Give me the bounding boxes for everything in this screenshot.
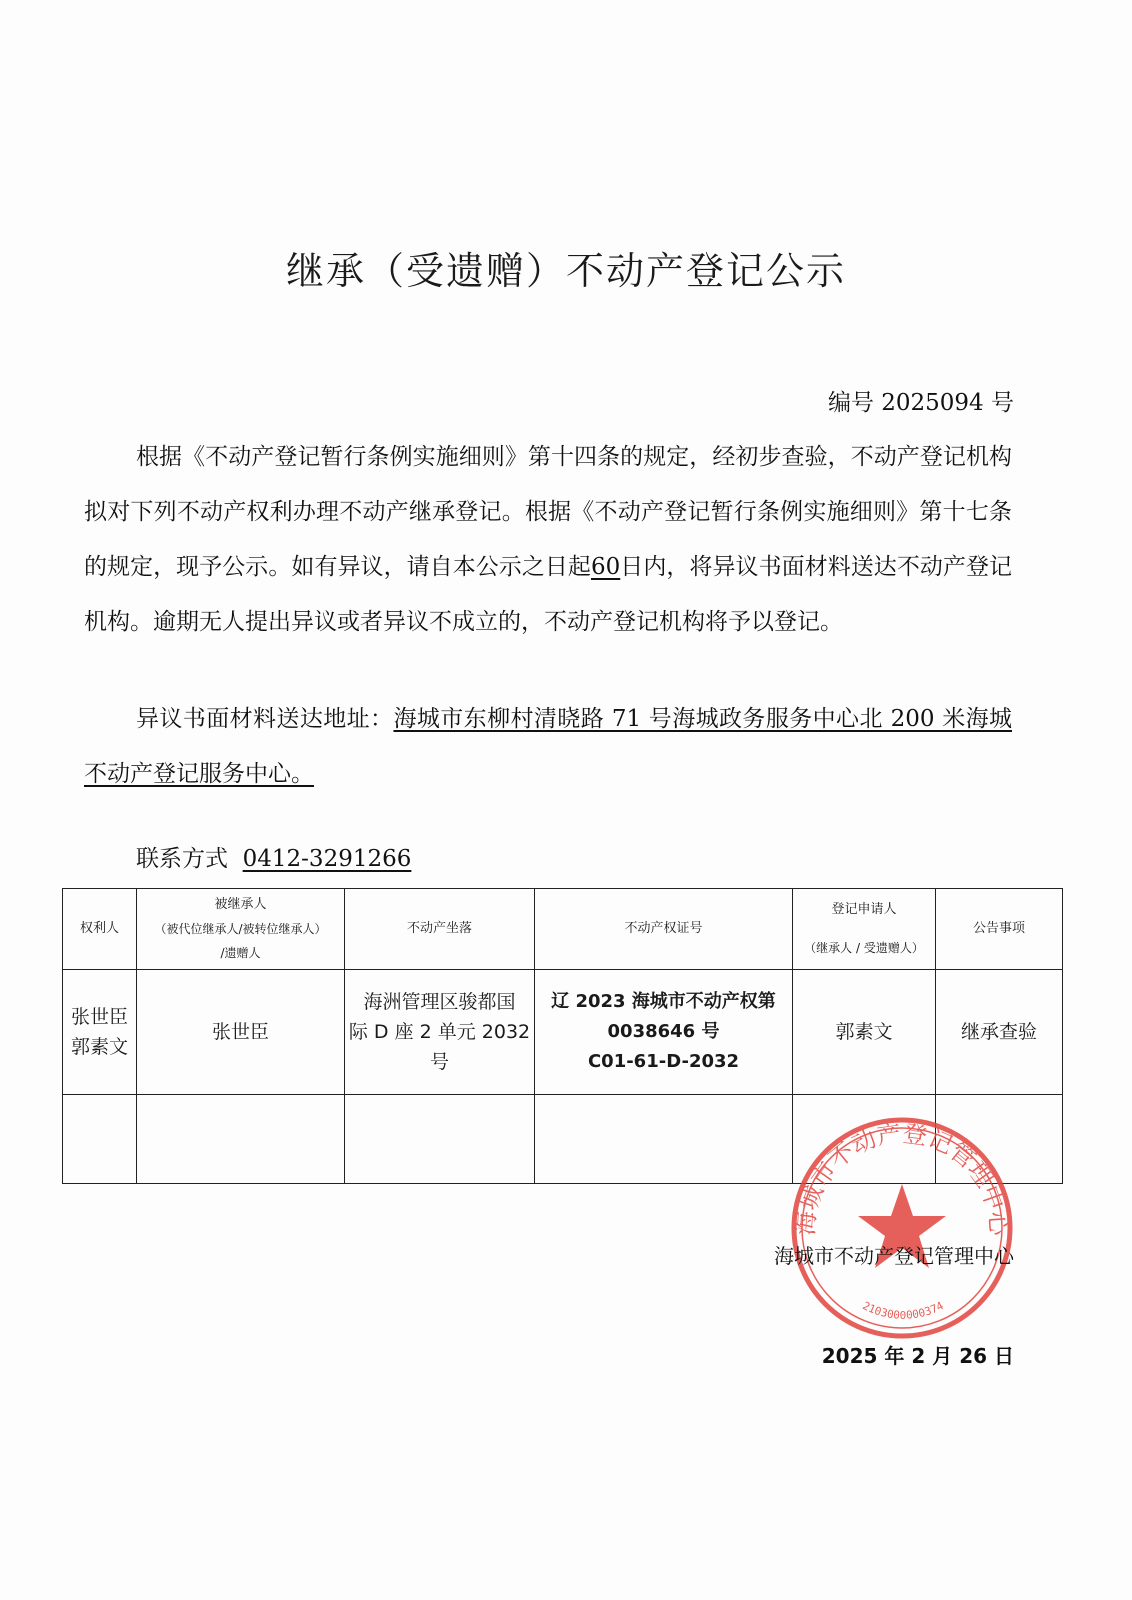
cell-decedent: 张世臣 <box>137 970 345 1095</box>
header-decedent: 被继承人 （被代位继承人/被转位继承人） /遗赠人 <box>137 889 345 970</box>
notice-paragraph <box>84 430 1012 650</box>
svg-text:2103000000374 <box>860 1299 946 1322</box>
address-paragraph <box>84 692 1012 802</box>
document-title: 继承（受遗赠）不动产登记公示 <box>285 249 846 293</box>
notice-text-part2: 日内，将异议书面材料送达不动产登记机构。逾期无人提出异议或者异议不成立的，不动产登记机构将予以登记。 <box>84 554 1013 635</box>
cell-applicant: 郭素文 <box>793 970 936 1095</box>
issue-date: 2025 年 2 月 26 日 <box>821 1344 1014 1368</box>
cell-certificate: 辽 2023 海城市不动产权第 0038646 号 C01-61-D-2032 <box>535 970 793 1095</box>
issuing-organization: 海城市不动产登记管理中心 <box>774 1244 1014 1268</box>
header-certificate: 不动产权证号 <box>535 889 793 970</box>
seal-number: 2103000000374 <box>860 1299 946 1322</box>
header-location: 不动产坐落 <box>345 889 535 970</box>
header-rights-holder: 权利人 <box>63 889 137 970</box>
objection-days: 60 <box>590 554 621 580</box>
cell-rights-holder: 张世臣 郭素文 <box>63 970 137 1095</box>
header-notice-item: 公告事项 <box>936 889 1063 970</box>
contact-phone: 0412-3291266 <box>242 846 412 872</box>
table-row <box>63 970 1063 1095</box>
table-header-row <box>63 889 1063 970</box>
contact-line <box>136 840 411 873</box>
address-label: 异议书面材料送达地址： <box>136 706 394 732</box>
notice-text-part1: 根据《不动产登记暂行条例实施细则》第十四条的规定，经初步查验，不动产登记机构拟对下列不动产权利办理不动产继承登记。根据《不动产登记暂行条例实施细则》第十七条的规定，现予公示。如有异议，请自本公示之日起 <box>84 444 1012 580</box>
cell-location: 海洲管理区骏都国 际 D 座 2 单元 2032 号 <box>345 970 535 1095</box>
cell-notice-item: 继承查验 <box>936 970 1063 1095</box>
document-number: 编号 2025094 号 <box>827 390 1014 416</box>
address-value: 海城市东柳村清晓路 71 号海城政务服务中心北 200 米海城不动产登记服务中心。 <box>84 706 1013 787</box>
seal-text: 海城市不动产登记管理中心 <box>791 1119 1013 1237</box>
header-applicant: 登记申请人 （继承人 / 受遗赠人） <box>793 889 936 970</box>
contact-label: 联系方式 <box>136 846 228 872</box>
official-seal <box>786 1112 1018 1344</box>
